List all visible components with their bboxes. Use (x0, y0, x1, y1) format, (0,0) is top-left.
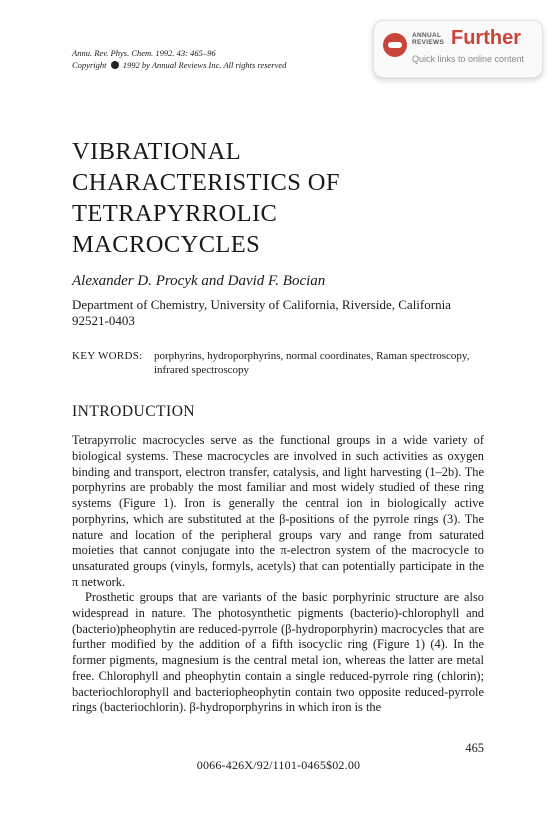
further-badge-brand: ANNUAL REVIEWS (412, 32, 445, 46)
copyright-symbol-icon (111, 61, 119, 69)
title-line: TETRAPYRROLIC (72, 200, 278, 227)
further-badge-word: Further (451, 27, 521, 49)
body-paragraph: Prosthetic groups that are variants of the basic porphyrinic structure are also widespread in nature. The photosynthetic pigments (bacterio)-chlorophyll and (bacterio)pheophytin are reduced-pyrrole (β-hydroporphyrin) macrocycles that are further modified by the addition of a fifth isocyclic ring (Figure 1) (4). In the former pigments, magnesium is the central metal ion, whereas the latter are metal free. Chlorophyll and pheophytin contain a single reduced-pyrrole ring (chlorin); bacteriochlorophyll and bacteriopheophytin contain two opposite reduced-pyrrole rings (bacteriochlorin). β-hydroporphyrins in which iron is the (72, 590, 484, 715)
keywords-text: porphyrins, hydroporphyrins, normal coordinates, Raman spectroscopy, infrared spectroscopy (154, 350, 470, 376)
title-line: VIBRATIONAL (72, 138, 242, 165)
journal-citation: Annu. Rev. Phys. Chem. 1992. 43: 465–96 (72, 48, 216, 58)
section-heading: INTRODUCTION (72, 403, 196, 420)
journal-citation-block (72, 47, 286, 71)
keywords-label: KEY WORDS: (72, 350, 143, 362)
further-badge[interactable] (373, 20, 543, 78)
keywords (72, 349, 482, 377)
copyright-suffix: 1992 by Annual Reviews Inc. All rights reserved (122, 60, 287, 70)
copyright-prefix: Copyright (72, 60, 107, 70)
title-line: MACROCYCLES (72, 231, 261, 258)
page-number: 465 (465, 741, 484, 755)
article-code: 0066-426X/92/1101-0465$02.00 (196, 758, 361, 772)
title-line: CHARACTERISTICS OF (72, 169, 340, 196)
affiliation: Department of Chemistry, University of California, Riverside, California 92521-0403 (72, 297, 451, 328)
annual-reviews-logo-icon (383, 33, 407, 57)
body-paragraph: Tetrapyrrolic macrocycles serve as the functional groups in a wide variety of biological systems. These macrocycles are involved in such activities as oxygen binding and transport, electron transfer, catalysis, and light harvesting (1–2b). The porphyrins are probably the most familiar and most widely studied of these ring systems (Figure 1). Iron is generally the central ion in biologically active porphyrins, which are substituted at the β-positions of the pyrrole rings (3). The nature and location of the peripheral groups vary and range from saturated moieties that cannot conjugate into the π-electron system of the macrocycle to unsaturated groups (vinyls, formyls, acetyls) that can potentially participate in the π network. (72, 433, 484, 589)
article-title (72, 136, 340, 260)
further-badge-tagline: Quick links to online content (412, 54, 525, 64)
copyright-line (72, 59, 286, 71)
authors: Alexander D. Procyk and David F. Bocian (72, 273, 326, 289)
